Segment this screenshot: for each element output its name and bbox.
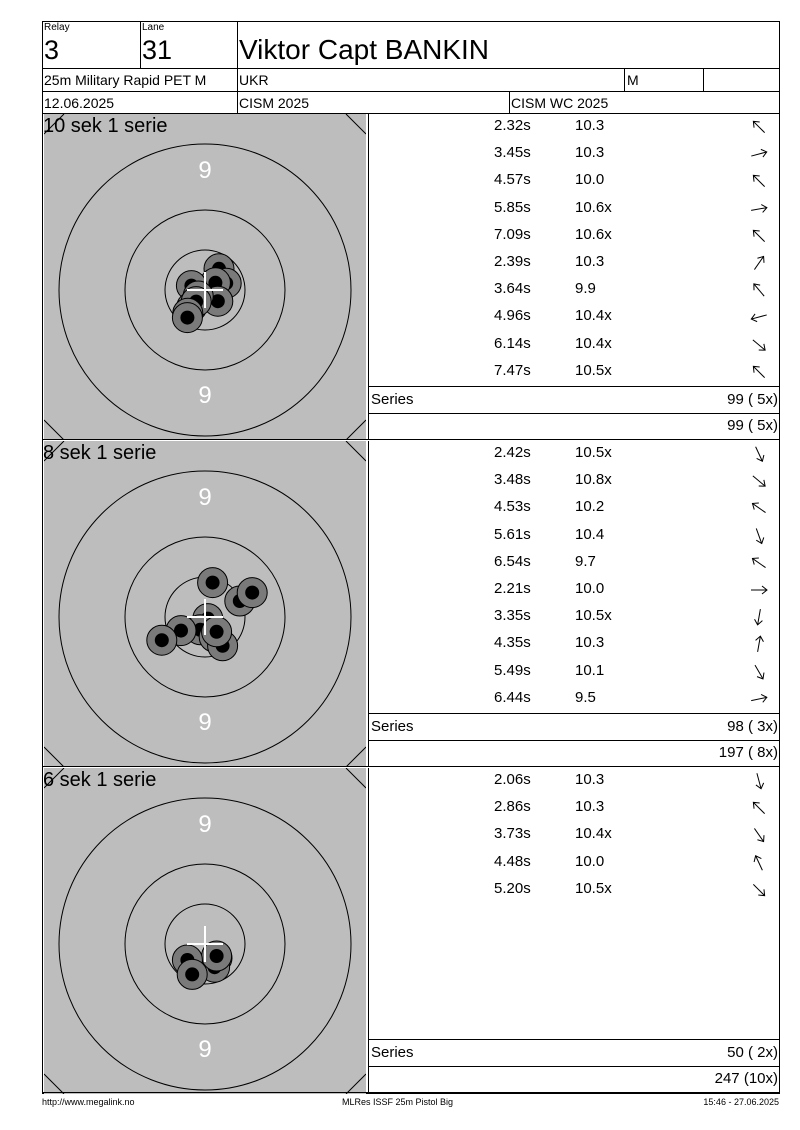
- shot-score: 10.3: [575, 634, 605, 652]
- running-total: 247 (10x): [714, 1070, 778, 1087]
- direction-arrow-icon: [748, 554, 770, 572]
- footer-url: http://www.megalink.no: [42, 1097, 135, 1107]
- shot-hole: [198, 568, 228, 598]
- shot-time: 3.45s: [494, 144, 531, 162]
- shot-score: 9.9: [575, 280, 596, 298]
- shot-time: 2.39s: [494, 253, 531, 270]
- panel-divider: [368, 768, 369, 1094]
- direction-arrow-icon: [748, 854, 770, 872]
- shot-row: [370, 631, 778, 658]
- running-total: 99 ( 5x): [727, 417, 778, 434]
- shot-row: [370, 604, 778, 631]
- shot-score: 10.5x: [575, 607, 612, 625]
- direction-arrow-icon: [748, 663, 770, 681]
- shot-row: [370, 686, 778, 713]
- direction-arrow-icon: [748, 635, 770, 653]
- event-name: 25m Military Rapid PET M: [44, 72, 207, 88]
- direction-arrow-icon: [748, 799, 770, 817]
- series-rule: [368, 1066, 780, 1067]
- shot-hole: [237, 578, 267, 608]
- direction-arrow-icon: [748, 145, 770, 163]
- footer-timestamp: 15:46 - 27.06.2025: [703, 1097, 779, 1107]
- shot-time: 5.49s: [494, 661, 531, 679]
- shot-time: 6.14s: [494, 334, 531, 352]
- shot-hole: [177, 959, 207, 989]
- target-2: [44, 441, 366, 767]
- series-rule: [368, 713, 780, 714]
- shot-hole: [147, 625, 177, 655]
- direction-arrow-icon: [748, 445, 770, 463]
- championship: CISM WC 2025: [511, 95, 609, 111]
- shot-time: 4.57s: [494, 171, 531, 189]
- direction-arrow-icon: [748, 690, 770, 708]
- relay-number: 3: [44, 35, 60, 65]
- panel-border: [42, 1092, 780, 1093]
- gender: M: [627, 72, 639, 88]
- shot-time: 6.54s: [494, 552, 531, 570]
- panel-divider: [368, 114, 369, 440]
- shot-time: 3.48s: [494, 471, 531, 489]
- panel-border: [42, 766, 780, 767]
- shot-time: 2.42s: [494, 444, 531, 461]
- direction-arrow-icon: [748, 499, 770, 517]
- direction-arrow-icon: [748, 172, 770, 190]
- direction-arrow-icon: [748, 200, 770, 218]
- shot-score: 10.5x: [575, 444, 612, 461]
- shot-time: 6.44s: [494, 688, 531, 706]
- shot-hole: [202, 617, 232, 647]
- shot-row: [370, 223, 778, 250]
- series-label: Series: [371, 391, 414, 408]
- date: 12.06.2025: [44, 95, 115, 111]
- lane-label: Lane: [142, 22, 165, 33]
- shot-row: [370, 277, 778, 304]
- panel-divider: [368, 441, 369, 767]
- series-rule: [368, 1039, 780, 1040]
- panel-border: [42, 439, 780, 440]
- shot-time: 4.35s: [494, 634, 531, 652]
- shot-time: 5.61s: [494, 525, 531, 543]
- shot-time: 2.86s: [494, 798, 531, 816]
- shot-time: 3.64s: [494, 280, 531, 298]
- shot-score: 10.0: [575, 580, 605, 597]
- direction-arrow-icon: [748, 772, 770, 790]
- lane-number: 31: [142, 35, 173, 65]
- shot-score: 10.4x: [575, 307, 612, 325]
- shot-row: [370, 250, 778, 277]
- shot-hole: [172, 303, 202, 333]
- target-3: [44, 768, 366, 1094]
- direction-arrow-icon: [748, 581, 770, 599]
- series-title: 6 sek 1 serie: [43, 769, 157, 791]
- direction-arrow-icon: [748, 472, 770, 490]
- direction-arrow-icon: [748, 281, 770, 299]
- shot-row: [370, 114, 778, 141]
- shot-time: 5.20s: [494, 879, 531, 897]
- series-label: Series: [371, 718, 414, 735]
- shot-score: 10.3: [575, 117, 605, 134]
- shot-row: [370, 441, 778, 468]
- series-total: 50 ( 2x): [727, 1044, 778, 1061]
- series-rule: [368, 413, 780, 414]
- shot-score: 10.0: [575, 852, 605, 870]
- ring-label-9: 9: [198, 709, 212, 736]
- shot-score: 10.8x: [575, 471, 612, 489]
- shot-score: 10.4x: [575, 825, 612, 843]
- shot-time: 4.53s: [494, 498, 531, 516]
- shot-row: [370, 304, 778, 331]
- shot-row: [370, 822, 778, 849]
- shot-score: 10.2: [575, 498, 605, 516]
- nation: UKR: [239, 72, 269, 88]
- shot-row: [370, 196, 778, 223]
- ring-label-9: 9: [198, 484, 212, 511]
- series-label: Series: [371, 1044, 414, 1061]
- shot-time: 7.47s: [494, 361, 531, 379]
- footer-software: MLRes ISSF 25m Pistol Big: [342, 1097, 454, 1107]
- shot-row: [370, 168, 778, 195]
- shot-row: [370, 332, 778, 359]
- shot-row: [370, 768, 778, 795]
- shot-row: [370, 877, 778, 904]
- shot-score: 10.4x: [575, 334, 612, 352]
- shot-score: 10.5x: [575, 879, 612, 897]
- shot-time: 2.32s: [494, 117, 531, 134]
- direction-arrow-icon: [748, 336, 770, 354]
- direction-arrow-icon: [748, 608, 770, 626]
- shot-time: 4.48s: [494, 852, 531, 870]
- athlete-name: Viktor Capt BANKIN: [239, 34, 490, 65]
- shot-time: 3.73s: [494, 825, 531, 843]
- competition: CISM 2025: [239, 95, 310, 111]
- shot-score: 10.0: [575, 171, 605, 189]
- shot-time: 4.96s: [494, 307, 531, 325]
- shot-row: [370, 523, 778, 550]
- shot-score: 10.3: [575, 253, 605, 270]
- direction-arrow-icon: [748, 254, 770, 272]
- direction-arrow-icon: [748, 118, 770, 136]
- shot-score: 10.3: [575, 798, 605, 816]
- ring-label-9: 9: [198, 1036, 212, 1063]
- ring-label-9: 9: [198, 382, 212, 409]
- shot-row: [370, 795, 778, 822]
- shot-score: 10.3: [575, 771, 605, 788]
- ring-label-9: 9: [198, 811, 212, 838]
- shot-time: 2.06s: [494, 771, 531, 788]
- shot-score: 10.5x: [575, 361, 612, 379]
- direction-arrow-icon: [748, 527, 770, 545]
- shot-time: 2.21s: [494, 580, 531, 597]
- series-total: 99 ( 5x): [727, 391, 778, 408]
- shot-score: 10.4: [575, 525, 605, 543]
- shot-row: [370, 141, 778, 168]
- shot-score: 10.1: [575, 661, 605, 679]
- shot-score: 10.6x: [575, 198, 612, 216]
- shot-time: 7.09s: [494, 225, 531, 243]
- shot-time: 3.35s: [494, 607, 531, 625]
- series-rule: [368, 740, 780, 741]
- shot-score: 10.6x: [575, 225, 612, 243]
- series-total: 98 ( 3x): [727, 718, 778, 735]
- series-title: 10 sek 1 serie: [43, 115, 168, 137]
- direction-arrow-icon: [748, 881, 770, 899]
- shot-row: [370, 468, 778, 495]
- series-rule: [368, 386, 780, 387]
- shot-score: 9.7: [575, 552, 596, 570]
- shot-row: [370, 359, 778, 386]
- series-title: 8 sek 1 serie: [43, 442, 157, 464]
- shot-row: [370, 550, 778, 577]
- shot-score: 9.5: [575, 688, 596, 706]
- direction-arrow-icon: [748, 308, 770, 326]
- direction-arrow-icon: [748, 363, 770, 381]
- direction-arrow-icon: [748, 227, 770, 245]
- running-total: 197 ( 8x): [718, 744, 778, 761]
- shot-row: [370, 659, 778, 686]
- shot-time: 5.85s: [494, 198, 531, 216]
- relay-label: Relay: [44, 22, 70, 33]
- shot-row: [370, 495, 778, 522]
- shot-row: [370, 850, 778, 877]
- direction-arrow-icon: [748, 826, 770, 844]
- target-1: [44, 114, 366, 440]
- shot-row: [370, 577, 778, 604]
- shot-score: 10.3: [575, 144, 605, 162]
- shot-hole: [202, 941, 232, 971]
- ring-label-9: 9: [198, 157, 212, 184]
